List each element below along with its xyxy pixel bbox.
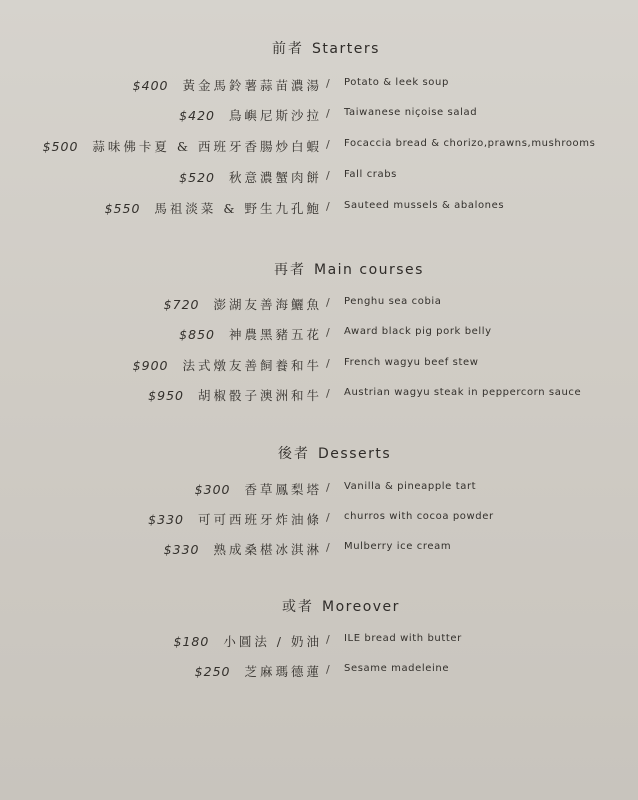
menu-item <box>0 199 638 219</box>
menu-item <box>0 168 638 188</box>
item-separator: / <box>326 77 330 90</box>
item-name-zh: 芝麻瑪德蓮 <box>244 664 322 679</box>
item-name-zh: 法式燉友善飼養和牛 <box>182 358 322 373</box>
section-title-zh: 或者 <box>282 599 314 615</box>
item-separator: / <box>326 481 330 494</box>
menu-item <box>0 137 638 157</box>
item-separator: / <box>326 357 330 370</box>
item-name-en: Sauteed mussels & abalones <box>344 200 505 211</box>
item-price: $520 <box>179 170 215 185</box>
menu-item <box>0 480 638 500</box>
item-price: $950 <box>148 388 184 403</box>
item-name-en: Vanilla & pineapple tart <box>344 481 477 492</box>
item-price: $330 <box>163 542 200 557</box>
item-name-en: French wagyu beef stew <box>344 357 479 368</box>
menu-item <box>0 540 638 560</box>
menu-item <box>0 632 638 652</box>
menu-item <box>0 76 638 96</box>
item-name-en: Mulberry ice cream <box>344 541 452 552</box>
item-name-en: Austrian wagyu steak in peppercorn sauce <box>344 387 582 398</box>
item-name-zh: 蒜味佛卡夏 & 西班牙香腸炒白蝦 <box>92 139 322 154</box>
menu-item <box>0 295 638 315</box>
item-separator: / <box>326 200 330 213</box>
item-name-en: Penghu sea cobia <box>344 296 442 307</box>
item-name-en: Sesame madeleine <box>344 663 450 674</box>
menu-item <box>0 356 638 376</box>
item-name-en: ILE bread with butter <box>344 633 462 644</box>
item-separator: / <box>326 326 330 339</box>
item-name-zh: 熟成桑椹冰淇淋 <box>213 542 322 557</box>
item-name-zh: 鳥嶼尼斯沙拉 <box>228 108 322 123</box>
item-name-zh: 澎湖友善海鱺魚 <box>213 297 322 312</box>
item-separator: / <box>326 633 330 646</box>
item-name-en: churros with cocoa powder <box>344 511 494 522</box>
item-separator: / <box>326 663 330 676</box>
menu-item <box>0 386 638 406</box>
item-name-en: Potato & leek soup <box>344 77 449 88</box>
item-price: $300 <box>194 482 231 497</box>
item-separator: / <box>326 387 330 400</box>
item-name-en: Taiwanese niçoise salad <box>344 107 478 118</box>
section-title-en: Desserts <box>318 446 392 462</box>
item-name-en: Focaccia bread & chorizo,prawns,mushrooms <box>344 138 596 149</box>
item-name-zh: 黃金馬鈴薯蒜苗濃湯 <box>182 78 322 93</box>
item-price: $250 <box>194 664 231 679</box>
item-name-en: Fall crabs <box>344 169 397 180</box>
item-price: $420 <box>179 108 215 123</box>
section-title-en: Starters <box>312 41 380 57</box>
item-price: $850 <box>179 327 215 342</box>
item-name-zh: 胡椒骰子澳洲和牛 <box>197 388 322 403</box>
item-separator: / <box>326 511 330 524</box>
item-separator: / <box>326 169 330 182</box>
item-name-zh: 香草鳳梨塔 <box>244 482 322 497</box>
item-name-en: Award black pig pork belly <box>344 326 492 337</box>
item-price: $900 <box>132 358 169 373</box>
item-name-zh: 馬祖淡菜 & 野生九孔鮑 <box>154 201 322 216</box>
section-title-en: Main courses <box>314 262 424 278</box>
section-title-zh: 後者 <box>278 446 310 462</box>
item-price: $720 <box>163 297 200 312</box>
menu-item <box>0 325 638 345</box>
item-price: $500 <box>42 139 79 154</box>
section-title-zh: 前者 <box>272 41 304 57</box>
item-price: $180 <box>173 634 210 649</box>
item-name-zh: 秋意濃蟹肉餅 <box>228 170 322 185</box>
menu-item <box>0 662 638 682</box>
item-name-zh: 可可西班牙炸油條 <box>197 512 322 527</box>
section-title-moreover <box>0 596 638 616</box>
item-price: $330 <box>148 512 184 527</box>
section-title-main-courses <box>0 259 638 279</box>
section-title-starters <box>0 38 638 58</box>
menu-item <box>0 106 638 126</box>
item-separator: / <box>326 138 330 151</box>
item-price: $400 <box>132 78 169 93</box>
item-separator: / <box>326 296 330 309</box>
item-name-zh: 小圓法 / 奶油 <box>223 634 322 649</box>
section-title-en: Moreover <box>322 599 400 615</box>
section-title-zh: 再者 <box>274 262 306 278</box>
item-name-zh: 神農黑豬五花 <box>228 327 322 342</box>
item-separator: / <box>326 541 330 554</box>
menu-item <box>0 510 638 530</box>
section-title-desserts <box>0 443 638 463</box>
item-price: $550 <box>104 201 141 216</box>
item-separator: / <box>326 107 330 120</box>
